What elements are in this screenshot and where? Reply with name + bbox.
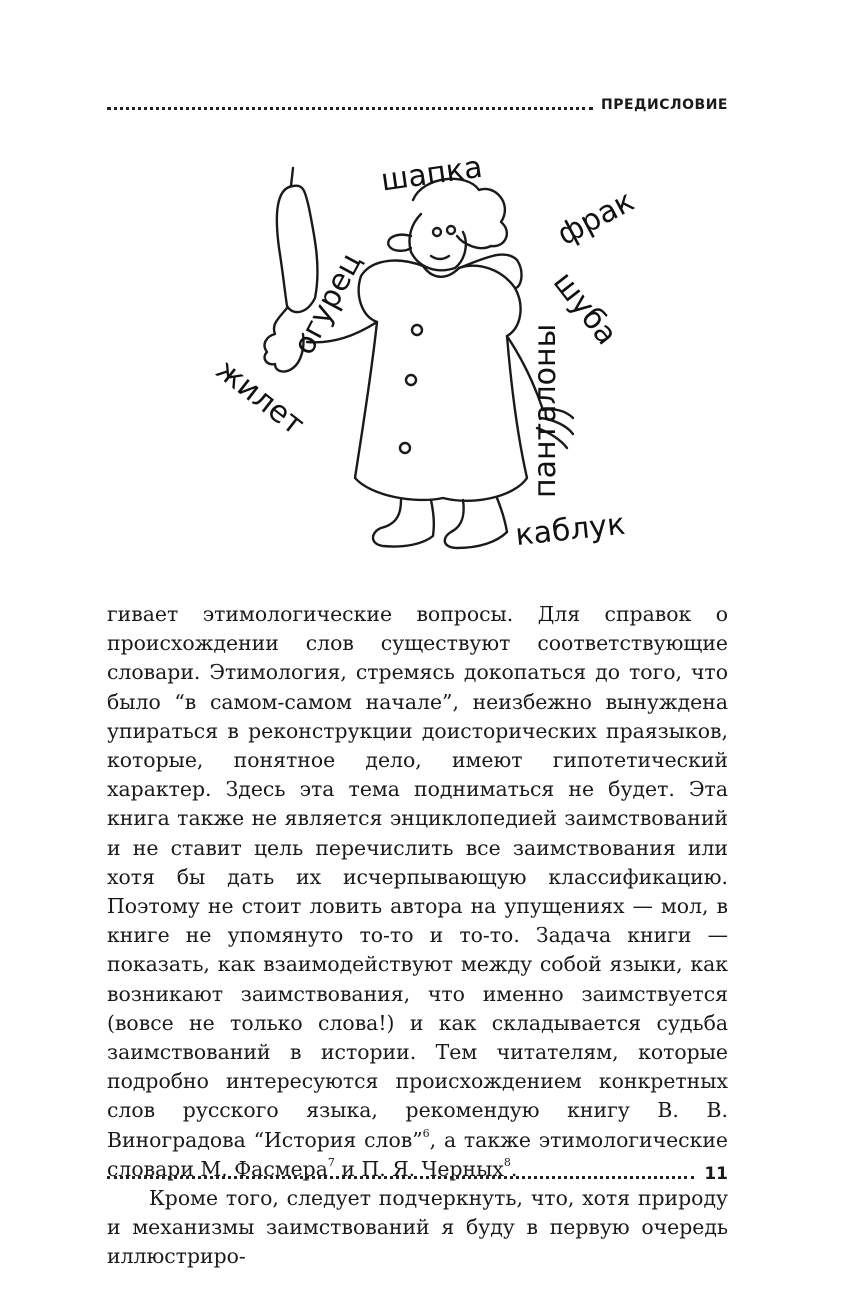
paragraph-1: гивает этимологические вопросы. Для справок о происхождении слов существуют соответствующие словари. Этимология, стремясь докопаться до того, что было “в самом-самом начале”, неизбежно вынуждена упираться в реконструкции доисторических праязыков, которые, понятное дело, имеют гипотетический характер. Здесь эта тема подниматься не будет. Эта книга также не является энциклопедией заимствований и не ставит цель перечислить все заимствования или хотя бы дать их исчерпывающую классификацию. Поэтому не стоит ловить автора на упущениях — мол, в книге не упомянуто то-то и то-то. Задача книги — показать, как взаимодействуют между собой языки, как возникают заимствования, что именно заимствуется (вовсе не только слова!) и как складывается судьба заимствований в истории. Тем читателям, которые подробно интересуются происхождением конкретных слов русского языка, рекомендую книгу В. В. Виноградова “История слов”$^6$, а также этимологические словари М. Фасмера$^7$ и П. Я. Черных$^8$. <box>107 602 729 1181</box>
footnote-ref-8: 8 <box>503 1156 511 1170</box>
label-pantaloons: панталоны <box>528 323 563 498</box>
head-drawing <box>409 214 465 270</box>
coat-drawing <box>355 261 527 501</box>
label-heel: каблук <box>513 506 627 554</box>
cucumber-drawing <box>277 186 318 312</box>
paragraph-2: Кроме того, следует подчеркнуть, что, хотя природу и механизмы заимствований я буду в первую очередь иллюстриро- <box>107 1186 728 1269</box>
footer-dotted-rule <box>107 1176 694 1179</box>
illustration-drawing <box>175 148 695 568</box>
running-header <box>107 94 728 116</box>
label-fur-coat: шуба <box>545 265 625 352</box>
footnote-ref-6: 6 <box>422 1126 430 1140</box>
page-footer <box>107 1162 728 1186</box>
header-dotted-rule <box>107 107 593 110</box>
page-number: 11 <box>704 1164 728 1184</box>
label-vest: жилет <box>209 352 311 443</box>
label-tailcoat: фрак <box>551 183 640 253</box>
label-hat: шапка <box>378 149 485 199</box>
header-title: ПРЕДИСЛОВИЕ <box>601 97 728 113</box>
clothing-illustration <box>175 148 695 568</box>
boots-drawing <box>373 500 434 547</box>
label-cucumber: огурец <box>286 247 369 361</box>
footnote-ref-7: 7 <box>327 1156 335 1170</box>
